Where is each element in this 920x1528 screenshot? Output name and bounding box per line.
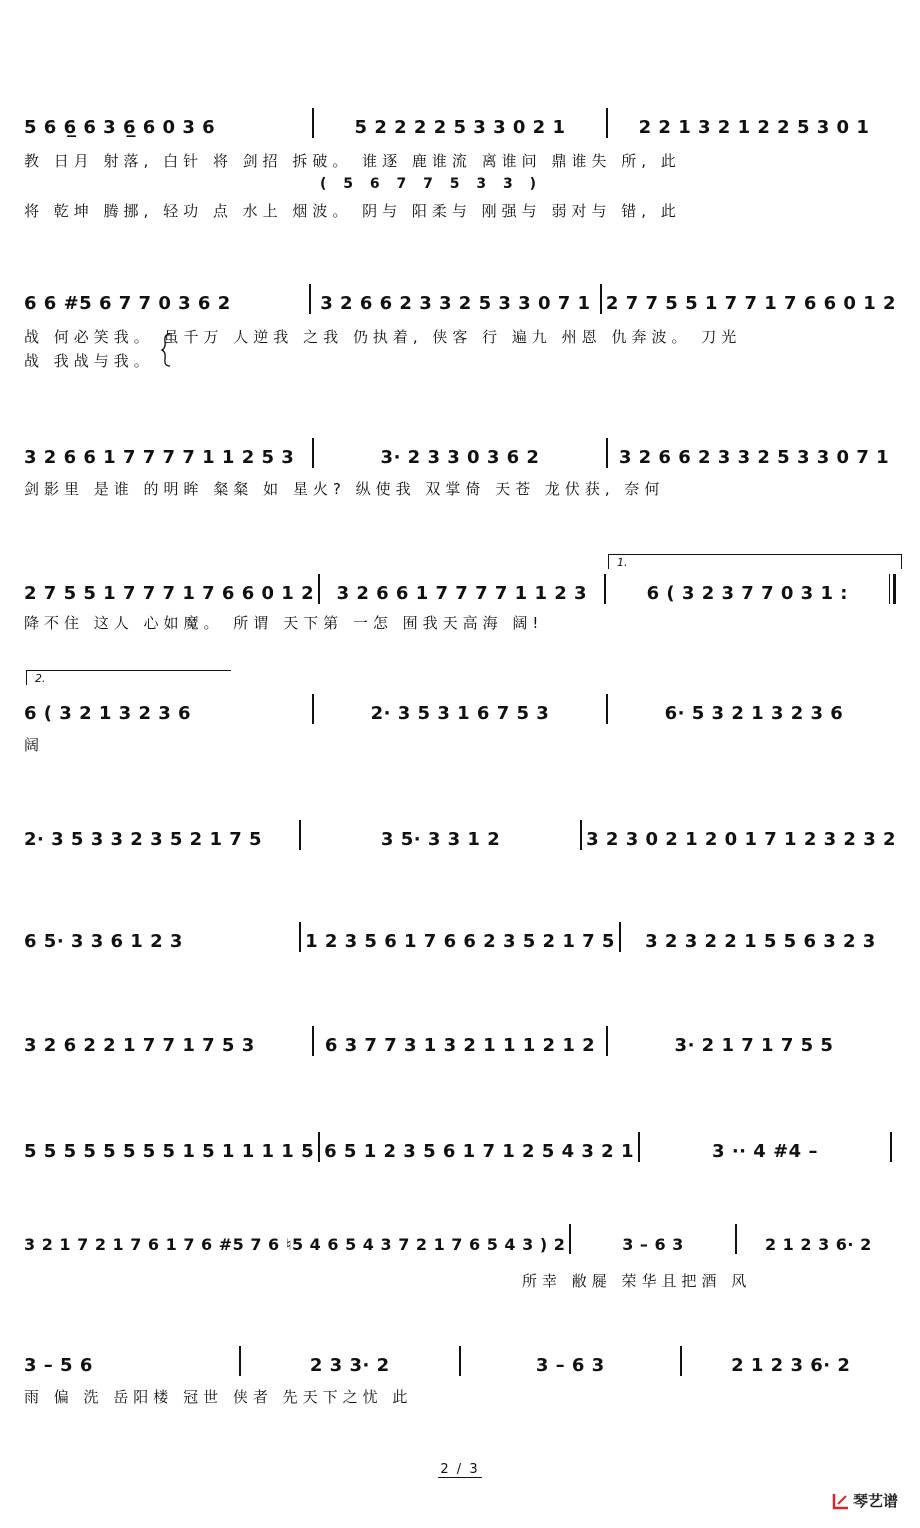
brace-icon bbox=[160, 332, 172, 368]
notation-row-2 bbox=[24, 288, 896, 314]
measure: 2 2 1 3 2 1 2 2 5 3 0 1 bbox=[638, 117, 870, 138]
measure: 3 ·· 4 #4 – bbox=[712, 1141, 818, 1162]
measure: 3 2 6 2 2 1 7 7 1 7 5 3 bbox=[24, 1035, 255, 1056]
notation-row-8 bbox=[24, 1030, 896, 1056]
interlude-notes: ( 5 6 7 7 5 3 3 ) bbox=[320, 176, 542, 192]
barline bbox=[606, 438, 608, 468]
notation-row-7 bbox=[24, 926, 896, 952]
measure: 6 ( 3 2 3 7 7 0 3 1 : bbox=[646, 583, 848, 604]
barline bbox=[606, 1026, 608, 1056]
notation-row-4 bbox=[24, 578, 896, 604]
notation-row-5 bbox=[24, 698, 896, 724]
measure: 5 5 5 5 5 5 5 5 1 5 1 1 1 1 5 bbox=[24, 1141, 315, 1162]
notation-row-11 bbox=[24, 1350, 896, 1376]
barline bbox=[735, 1224, 737, 1254]
lyric-line-3: 剑影里 是谁 的明眸 粲粲 如 星火? 纵使我 双掌倚 天苍 龙伏获, 奈何 bbox=[24, 480, 665, 498]
barline bbox=[312, 108, 314, 138]
measure: 3 – 5 6 bbox=[24, 1355, 93, 1376]
volta-bracket-1: 1. bbox=[608, 554, 902, 569]
barline bbox=[318, 1132, 320, 1162]
barline bbox=[318, 574, 320, 604]
lyric-line-4: 降不住 这人 心如魔。 所谓 天下第 一怎 囿我天高海 阔! bbox=[24, 614, 544, 632]
notation-row-6 bbox=[24, 824, 896, 850]
measure: 2· 3 5 3 1 6 7 5 3 bbox=[370, 703, 550, 724]
measure: 6 6 #5 6 7 7 0 3 6 2 bbox=[24, 293, 231, 314]
measure: 6· 5 3 2 1 3 2 3 6 bbox=[664, 703, 844, 724]
barline bbox=[239, 1346, 241, 1376]
measure: 3 2 6 6 2 3 3 2 5 3 3 0 7 1 bbox=[618, 447, 890, 468]
lyric-line-5: 阔 bbox=[24, 736, 45, 754]
measure: 2 1 2 3 6· 2 bbox=[731, 1355, 851, 1376]
measure: 1 2 3 5 6 1 7 6 6 2 3 5 2 1 7 5 bbox=[305, 931, 615, 952]
notation-row-9 bbox=[24, 1136, 896, 1162]
measure: 3 2 6 6 1 7 7 7 7 1 1 2 3 bbox=[336, 583, 588, 604]
measure: 6 3 7 7 3 1 3 2 1 1 1 2 1 2 bbox=[324, 1035, 596, 1056]
measure: 3· 2 3 3 0 3 6 2 bbox=[380, 447, 540, 468]
page-number: 2 / 3 bbox=[440, 1462, 480, 1477]
barline bbox=[312, 438, 314, 468]
measure: 5 2 2 2 2 5 3 3 0 2 1 bbox=[354, 117, 566, 138]
barline bbox=[299, 922, 301, 952]
measure: 2 7 7 5 5 1 7 7 1 7 6 6 0 1 2 bbox=[605, 293, 897, 314]
barline bbox=[299, 820, 301, 850]
measure: 3 2 3 2 2 1 5 5 6 3 2 3 bbox=[645, 931, 876, 952]
measure: 2 3 3· 2 bbox=[309, 1355, 390, 1376]
barline bbox=[600, 284, 602, 314]
measure: 3 2 3 0 2 1 2 0 1 7 1 2 3 2 3 2 bbox=[586, 829, 897, 850]
barline bbox=[312, 1026, 314, 1056]
barline bbox=[606, 108, 608, 138]
measure: 3 – 6 3 bbox=[622, 1235, 684, 1254]
barline bbox=[569, 1224, 571, 1254]
notation-row-10 bbox=[24, 1228, 896, 1254]
measure: 2 1 2 3 6· 2 bbox=[764, 1235, 872, 1254]
barline bbox=[580, 820, 582, 850]
measure: 3 2 6 6 2 3 3 2 5 3 3 0 7 1 bbox=[320, 293, 591, 314]
measure: 3 – 6 3 bbox=[535, 1355, 605, 1376]
barline bbox=[680, 1346, 682, 1376]
barline bbox=[638, 1132, 640, 1162]
barline bbox=[604, 574, 606, 604]
measure: 2· 3 5 3 3 2 3 5 2 1 7 5 bbox=[24, 829, 263, 850]
site-logo bbox=[832, 1490, 898, 1511]
barline bbox=[309, 284, 311, 314]
barline bbox=[459, 1346, 461, 1376]
measure: 3 5· 3 3 1 2 bbox=[380, 829, 501, 850]
measure: 3 2 6 6 1 7 7 7 7 1 1 2 5 3 bbox=[24, 447, 295, 468]
lyric-line-11: 雨 偏 洗 岳阳楼 冠世 侠者 先天下之忧 此 bbox=[24, 1388, 413, 1406]
measure: 3· 2 1 7 1 7 5 5 bbox=[674, 1035, 834, 1056]
lyric-line-10: 所幸 敝屣 荣华且把酒 风 bbox=[522, 1272, 752, 1290]
measure: 5 6 6̲ 6 3 6̲ 6 0 3 6 bbox=[24, 117, 216, 138]
logo-mark-icon bbox=[832, 1492, 850, 1510]
notation-row-3 bbox=[24, 442, 896, 468]
lyric-line-1b: 将 乾坤 腾挪, 轻功 点 水上 烟波。 阴与 阳柔与 刚强与 弱对与 错, 此 bbox=[24, 202, 681, 220]
logo-text: 琴艺谱 bbox=[853, 1492, 899, 1510]
barline bbox=[619, 922, 621, 952]
lyric-line-1a: 教 日月 射落, 白针 将 剑招 拆破。 谁逐 鹿谁流 离谁问 鼎谁失 所, 此 bbox=[24, 152, 681, 170]
lyric-line-2b: 战 我战与我。 bbox=[24, 352, 154, 370]
barline bbox=[890, 1132, 892, 1162]
measure: 6 5· 3 3 6 1 2 3 bbox=[24, 931, 183, 952]
volta-bracket-2: 2. bbox=[26, 670, 231, 685]
notation-row-1 bbox=[24, 112, 896, 138]
barline bbox=[312, 694, 314, 724]
repeat-end-barline bbox=[889, 574, 896, 604]
measure: 2 7 5 5 1 7 7 7 1 7 6 6 0 1 2 bbox=[24, 583, 315, 604]
measure: 6 5 1 2 3 5 6 1 7 1 2 5 4 3 2 1 bbox=[324, 1141, 634, 1162]
barline bbox=[606, 694, 608, 724]
measure: 6 ( 3 2 1 3 2 3 6 bbox=[24, 703, 192, 724]
measure: 3 2 1 7 2 1 7 6 1 7 6 #5 7 6 ♮5 4 6 5 4 3 7 2 1 7 6 5 4 3 ) 2 bbox=[24, 1235, 566, 1254]
lyric-line-2a: 战 何必笑我。 虽千万 人逆我 之我 仍执着, 侠客 行 遍九 州恩 仇奔波。 刀光 bbox=[24, 328, 742, 346]
